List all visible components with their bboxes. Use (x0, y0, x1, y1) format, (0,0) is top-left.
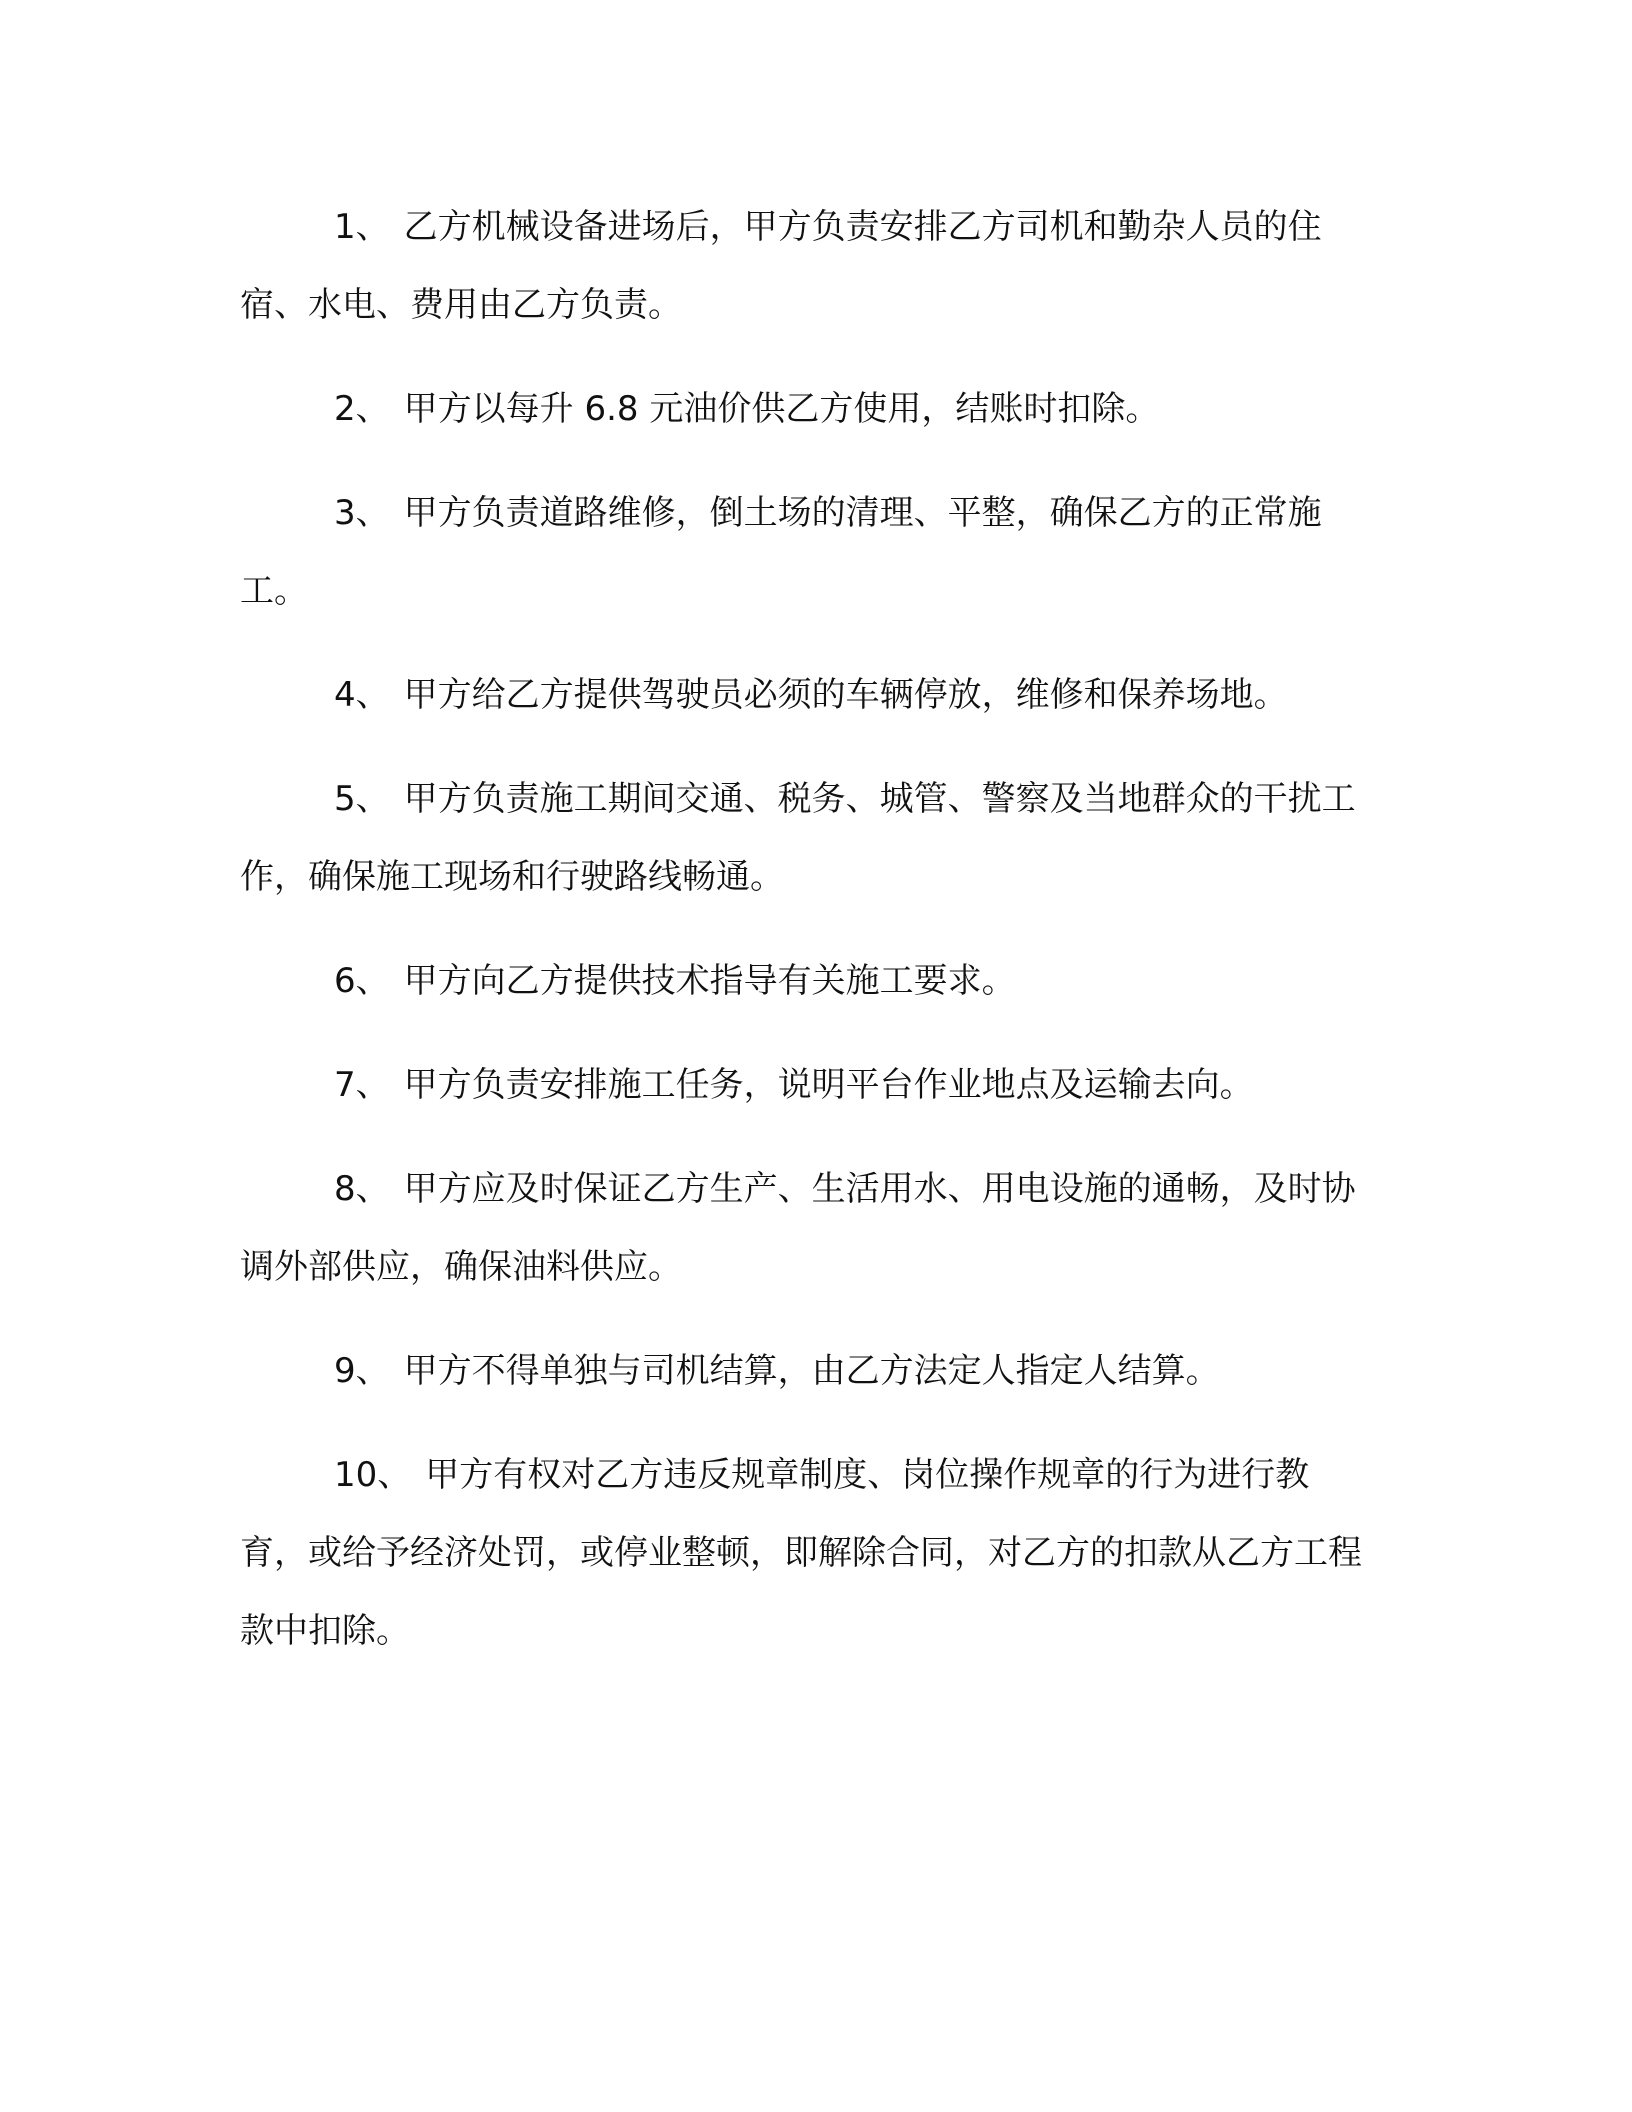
clause-number: 2、 (334, 389, 390, 429)
clause-text: 甲方以每升 6.8 元油价供乙方使用，结账时扣除。 (403, 389, 1160, 429)
clause-text: 甲方负责道路维修，倒土场的清理、平整，确保乙方的正常施工。 (240, 493, 1322, 611)
clause-text: 甲方应及时保证乙方生产、生活用水、用电设施的通畅，及时协调外部供应，确保油料供应。 (240, 1169, 1356, 1287)
clause-number: 6、 (334, 961, 390, 1001)
clause-text: 甲方负责安排施工任务，说明平台作业地点及运输去向。 (403, 1065, 1254, 1105)
clause-8 (240, 1150, 1364, 1306)
clause-4 (240, 656, 1364, 734)
document-page (240, 188, 1364, 1696)
clause-text: 甲方向乙方提供技术指导有关施工要求。 (403, 961, 1016, 1001)
clause-6 (240, 942, 1364, 1020)
clause-text: 甲方给乙方提供驾驶员必须的车辆停放，维修和保养场地。 (403, 675, 1288, 715)
clause-text: 甲方有权对乙方违反规章制度、岗位操作规章的行为进行教育，或给予经济处罚，或停业整顿，即解除合同，对乙方的扣款从乙方工程款中扣除。 (240, 1455, 1362, 1651)
clause-2 (240, 370, 1364, 448)
clause-text: 甲方不得单独与司机结算，由乙方法定人指定人结算。 (403, 1351, 1220, 1391)
clause-3 (240, 474, 1364, 630)
clause-number: 7、 (334, 1065, 390, 1105)
clause-number: 5、 (334, 779, 390, 819)
clause-number: 9、 (334, 1351, 390, 1391)
clause-5 (240, 760, 1364, 916)
clause-number: 1、 (334, 207, 390, 247)
clause-9 (240, 1332, 1364, 1410)
clause-text: 乙方机械设备进场后，甲方负责安排乙方司机和勤杂人员的住宿、水电、费用由乙方负责。 (240, 207, 1322, 325)
clause-number: 3、 (334, 493, 390, 533)
clause-number: 8、 (334, 1169, 390, 1209)
clause-number: 4、 (334, 675, 390, 715)
clause-7 (240, 1046, 1364, 1124)
clause-1 (240, 188, 1364, 344)
clause-number: 10、 (334, 1455, 412, 1495)
clause-10 (240, 1436, 1364, 1670)
clause-text: 甲方负责施工期间交通、税务、城管、警察及当地群众的干扰工作，确保施工现场和行驶路线畅通。 (240, 779, 1356, 897)
